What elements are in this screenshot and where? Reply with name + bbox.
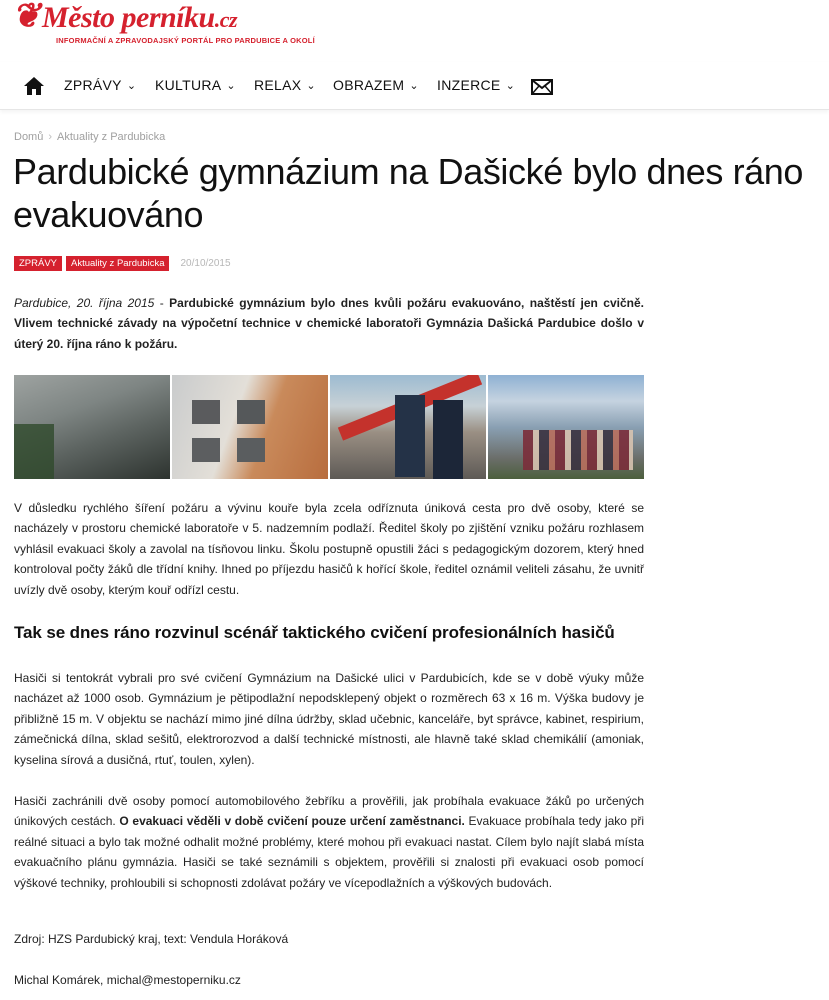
nav-item-label: ZPRÁVY (64, 77, 122, 93)
nav-item-kultura[interactable] (155, 77, 236, 93)
nav-item-label: OBRAZEM (333, 77, 405, 93)
nav-item-label: INZERCE (437, 77, 501, 93)
gallery-photo-facade-rescue[interactable] (172, 375, 328, 479)
lead-dash: - (154, 296, 170, 310)
paragraph-bold-text: O evakuaci věděli v době cvičení pouze určení zaměstnanci. (119, 814, 465, 829)
gallery-photo-firefighters-ladder[interactable] (330, 375, 486, 479)
logo-name: Město perníku (42, 1, 215, 34)
article-paragraph: Hasiči si tentokrát vybrali pro své cvičení Gymnázium na Dašické ulici v Pardubicích, kde se v době výuky může nacházet až 1000 osob. Gymnázium je pětipodlažní nepodsklepený objekt o rozměrech 63 x 16 m. Výška budovy je přibližně 15 m. V objektu se nachází mimo jiné dílna údržby, sklad učebnic, kanceláře, byt správce, kabinet, respirium, zámečnická dílna, sklad sešitů, elektrorozvod a další technické místnosti, ale hlavně také sklad chemikálií (amoniak, kyselina sírová a dusičná, rtuť, toulen, xylen). (14, 671, 644, 767)
logo-wordmark (12, 0, 237, 36)
paragraph-text: Hasiči zachránili dvě osoby pomocí automobilového žebříku a prověřili, jak probíhala evakuace žáků po určených únikových cestách. (14, 794, 644, 829)
main-navigation (0, 62, 829, 110)
breadcrumb (14, 131, 165, 143)
home-icon[interactable] (23, 76, 45, 96)
chevron-down-icon: ⌄ (126, 80, 137, 92)
chevron-down-icon: ⌄ (226, 80, 236, 92)
article-lead (14, 293, 644, 354)
logo-tld: .cz (214, 7, 238, 32)
breadcrumb-separator: › (48, 131, 53, 143)
article-source: Zdroj: HZS Pardubický kraj, text: Vendula Horáková (14, 932, 289, 946)
article-title: Pardubické gymnázium na Dašické bylo dnes ráno evakuováno (13, 151, 804, 235)
publish-date: 20/10/2015 (180, 258, 231, 269)
nav-item-label: KULTURA (155, 77, 222, 93)
nav-item-label: RELAX (254, 77, 302, 93)
article-paragraph: V důsledku rychlého šíření požáru a vývinu kouře byla zcela odříznuta úniková cesta pro dvě osoby, které se nacházely v prostoru chemické laboratoře v 5. nadzemním podlaží. Ředitel školy po zjištění vzniku požáru rozhlasem vyhlásil evakuaci školy a zavolal na tísňovou linku. Školu postupně opustili žáci s pedagogickým dozorem, který hned kontroloval počty žáků dle třídní knihy. Ihned po příjezdu hasičů k hořící škole, ředitel oznámil veliteli zásahu, že uvnitř uvízly dvě osoby, kterým kouř odřízl cestu. (14, 501, 644, 597)
photo-gallery (14, 375, 644, 479)
breadcrumb-category-link[interactable]: Aktuality z Pardubicka (57, 131, 166, 143)
nav-item-zpravy[interactable] (64, 77, 136, 93)
article-meta (14, 256, 231, 271)
chevron-down-icon: ⌄ (306, 80, 316, 92)
article-paragraph (14, 791, 644, 893)
nav-item-obrazem[interactable] (333, 77, 419, 93)
gallery-photo-evacuated-students[interactable] (488, 375, 644, 479)
chevron-down-icon: ⌄ (505, 80, 516, 92)
lead-place-date: Pardubice, 20. října 2015 (14, 296, 155, 310)
category-tag-aktuality[interactable]: Aktuality z Pardubicka (66, 256, 169, 271)
envelope-icon[interactable] (531, 79, 553, 95)
nav-item-relax[interactable] (254, 77, 316, 93)
logo-tagline: INFORMAČNÍ A ZPRAVODAJSKÝ PORTÁL PRO PARDUBICE A OKOLÍ (56, 36, 315, 45)
paragraph-text: Evakuace probíhala tedy jako při reálné situaci a bylo tak možné odhalit možné problémy, které mohou při evakuaci nastat. Cílem bylo najít slabá místa evakuačního plánu gymnázia. Hasiči se také seznámili s objektem, prověřili si znalosti při evakuaci osob pomocí výškové techniky, prohloubili si schopnosti zdolávat požáry ve vícepodlažních a výškových budovách. (14, 814, 644, 890)
site-logo[interactable] (12, 0, 315, 52)
article-author: Michal Komárek, michal@mestoperniku.cz (14, 973, 241, 987)
article-subheading: Tak se dnes ráno rozvinul scénář taktického cvičení profesionálních hasičů (14, 623, 615, 642)
breadcrumb-home-link[interactable]: Domů (14, 131, 44, 143)
lead-text: Pardubické gymnázium bylo dnes kvůli požáru evakuováno, naštěstí jen cvičně. Vlivem technické závady na výpočetní technice v chemické laboratoři Gymnázia Dašická Pardubice došlo v úterý 20. října ráno k požáru. (14, 296, 644, 351)
gingerbread-heart-icon: ❦ (12, 0, 40, 35)
gallery-photo-smoke-building[interactable] (14, 375, 170, 479)
nav-item-inzerce[interactable] (437, 77, 515, 93)
chevron-down-icon: ⌄ (409, 80, 419, 92)
category-tag-zpravy[interactable]: ZPRÁVY (14, 256, 62, 271)
